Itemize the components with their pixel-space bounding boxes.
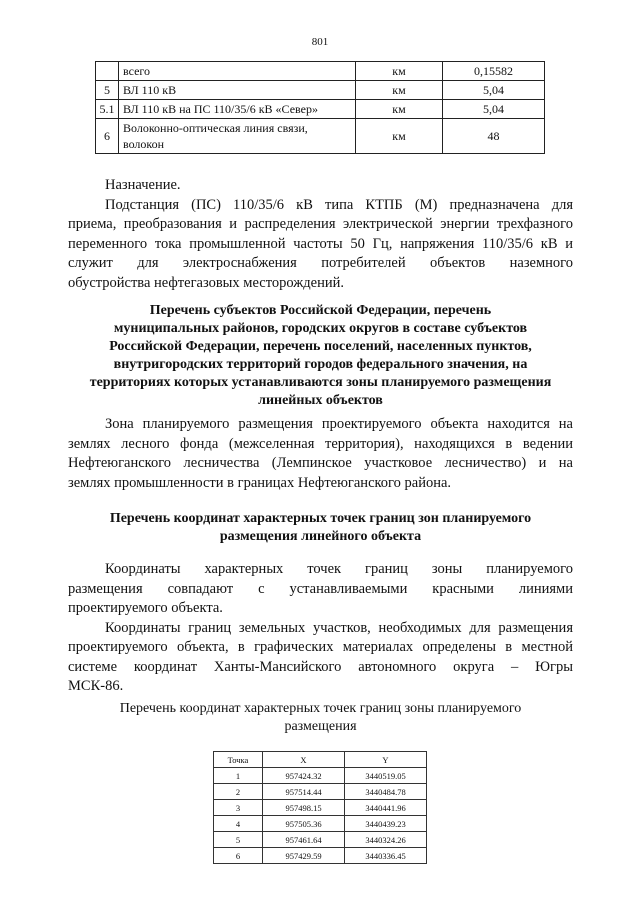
- table-row: [96, 119, 545, 154]
- y-coordinate: 3440441.96: [345, 800, 427, 816]
- text-line: землях лесного фонда (межселенная территория), находящихся в ведении: [68, 435, 573, 452]
- table-row: [96, 81, 545, 100]
- text-line: проектируемого объекта, в графических материалах определены в местной: [68, 639, 573, 655]
- table-header-row: [214, 752, 427, 768]
- column-header: Y: [345, 752, 427, 768]
- point-number: 4: [214, 816, 263, 832]
- row-value: 0,15582: [443, 62, 545, 81]
- point-number: 3: [214, 800, 263, 816]
- text-line: Подстанция (ПС) 110/35/6 кВ типа КТПБ (М) предназначена для: [105, 196, 573, 213]
- row-value: 48: [443, 119, 545, 154]
- y-coordinate: 3440519.05: [345, 768, 427, 784]
- table-row: [214, 848, 427, 864]
- coordinates-table: [213, 751, 427, 864]
- y-coordinate: 3440336.45: [345, 848, 427, 864]
- row-unit: км: [356, 62, 443, 81]
- text-line: Зона планируемого размещения проектируемого объекта находится на: [105, 416, 573, 432]
- table-row: [96, 100, 545, 119]
- row-number: 6: [96, 119, 119, 154]
- text-line: системе координат Ханты-Мансийского автономного округа – Югры: [68, 658, 573, 675]
- table-row: [214, 800, 427, 816]
- caption-line: размещения: [284, 719, 357, 734]
- row-number: [96, 62, 119, 81]
- heading-line: Российской Федерации, перечень поселений, населенных пунктов,: [109, 339, 532, 354]
- objects-table: [95, 61, 545, 154]
- row-name-line: Волоконно-оптическая линия связи,: [123, 121, 308, 135]
- row-name: [119, 119, 356, 154]
- x-coordinate: 957498.15: [263, 800, 345, 816]
- row-value: 5,04: [443, 100, 545, 119]
- text-line: обустройства нефтегазовых месторождений.: [68, 274, 344, 291]
- x-coordinate: 957505.36: [263, 816, 345, 832]
- table-row: [96, 62, 545, 81]
- column-header: X: [263, 752, 345, 768]
- row-name: ВЛ 110 кВ: [119, 81, 356, 100]
- zone-paragraph: [68, 415, 573, 493]
- row-name: всего: [119, 62, 356, 81]
- text-line: проектируемого объекта.: [68, 600, 223, 616]
- page-number: 801: [311, 36, 329, 48]
- table-row: [214, 832, 427, 848]
- heading-line: Перечень координат характерных точек границ зон планируемого: [109, 511, 532, 526]
- row-name-line: волокон: [123, 137, 165, 151]
- row-name: ВЛ 110 кВ на ПС 110/35/6 кВ «Север»: [119, 100, 356, 119]
- section-heading-coordinates: [68, 510, 573, 546]
- text-line: переменного тока промышленной частоты 50 Гц, напряжения 110/35/6 кВ и: [68, 235, 573, 252]
- table-caption: [68, 700, 573, 736]
- row-number: 5.1: [96, 100, 119, 119]
- y-coordinate: 3440439.23: [345, 816, 427, 832]
- heading-line: Перечень субъектов Российской Федерации, перечень: [149, 303, 492, 318]
- row-unit: км: [356, 119, 443, 154]
- point-number: 5: [214, 832, 263, 848]
- text-line: Координаты характерных точек границ зоны планируемого: [105, 561, 573, 577]
- point-number: 2: [214, 784, 263, 800]
- purpose-section: [68, 176, 573, 293]
- heading-line: размещения линейного объекта: [219, 529, 422, 544]
- point-number: 6: [214, 848, 263, 864]
- text-line: приема, преобразования и распределения электрической энергии трехфазного: [68, 216, 573, 232]
- x-coordinate: 957461.64: [263, 832, 345, 848]
- table-row: [214, 768, 427, 784]
- text-line: размещения совпадают с устанавливаемыми красными линиями: [68, 580, 573, 597]
- x-coordinate: 957424.32: [263, 768, 345, 784]
- heading-line: муниципальных районов, городских округов в составе субъектов: [113, 321, 528, 336]
- text-line: МСК-86.: [68, 678, 124, 694]
- y-coordinate: 3440484.78: [345, 784, 427, 800]
- row-number: 5: [96, 81, 119, 100]
- text-line: Нефтеюганского лесничества (Лемпинское участковое лесничество) и на: [68, 455, 573, 471]
- column-header: Точка: [214, 752, 263, 768]
- x-coordinate: 957514.44: [263, 784, 345, 800]
- text-line: служит для электроснабжения потребителей объектов наземного: [68, 255, 573, 271]
- heading-line: территориях которых устанавливаются зоны планируемого размещения: [89, 375, 552, 390]
- text-line: землях промышленности в границах Нефтеюганского района.: [68, 474, 452, 491]
- purpose-label: Назначение.: [105, 177, 181, 193]
- x-coordinate: 957429.59: [263, 848, 345, 864]
- caption-line: Перечень координат характерных точек границ зоны планируемого: [119, 701, 522, 716]
- heading-line: внутригородских территорий городов федерального значения, на: [113, 357, 528, 372]
- section-heading-subjects: [68, 302, 573, 410]
- row-unit: км: [356, 100, 443, 119]
- y-coordinate: 3440324.26: [345, 832, 427, 848]
- row-unit: км: [356, 81, 443, 100]
- coordinates-paragraphs: [68, 560, 573, 697]
- row-value: 5,04: [443, 81, 545, 100]
- heading-line: линейных объектов: [258, 393, 383, 408]
- table-row: [214, 816, 427, 832]
- point-number: 1: [214, 768, 263, 784]
- text-line: Координаты границ земельных участков, необходимых для размещения: [105, 619, 573, 636]
- table-row: [214, 784, 427, 800]
